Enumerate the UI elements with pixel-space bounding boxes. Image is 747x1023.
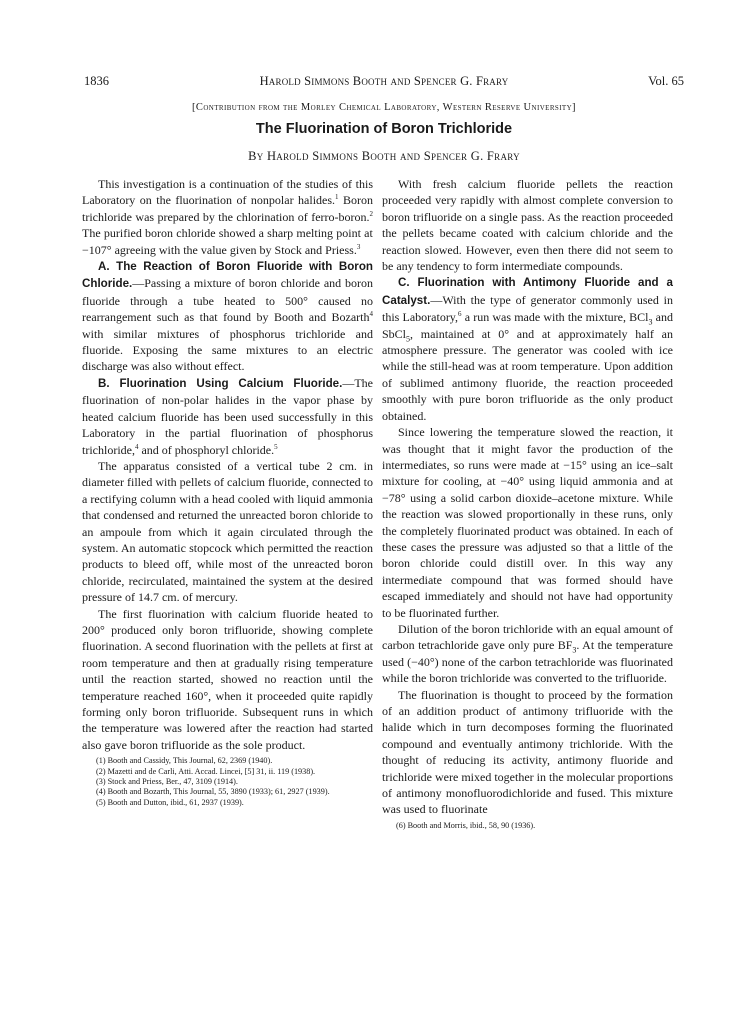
section-a-heading: A. The Reaction of Boron Fluoride with Boron Chloride.	[82, 260, 373, 291]
running-title: Harold Simmons Booth and Spencer G. Frary	[259, 74, 509, 88]
footnote-3: (3) Stock and Priess, Ber., 47, 3109 (1914).	[96, 777, 238, 787]
article-title: The Fluorination of Boron Trichloride	[255, 121, 513, 137]
mechanism-paragraph: The fluorination is thought to proceed by the formation of an addition product of antimony trifluoride with the halide which in turn decomposes forming the fluorinated compound and eventually antimony trichloride. With the thought of reducing its activity, antimony fluoride and trichloride were mixed together in the molecular proportions of antimony monofluorodichloride and fused. This mixture was used to fluorinate	[382, 687, 673, 817]
footnote-5: (5) Booth and Dutton, ibid., 61, 2937 (1939).	[96, 797, 244, 807]
footnotes-left	[82, 756, 373, 808]
volume-label: Vol. 65	[648, 74, 684, 88]
intro-paragraph: This investigation is a continuation of the studies of this Laboratory on the fluorination of nonpolar halides.$^1$ Boron trichloride was prepared by the chlorination of ferro-boron.$^2$ The purified boron chloride showed a sharp melting point at −107° agreeing with the value given by Stock and Priess.$^3$	[82, 177, 374, 257]
footnotes-right	[382, 821, 673, 831]
section-b-paragraph: B. Fluorination Using Calcium Fluoride.—The fluorination of non-polar halides in the vapor phase by heated calcium fluoride has been used successfully in this Laboratory in the partial fluorination of phosphorus trichloride,$^4$ and of phosphoryl chloride.$^5$	[82, 375, 373, 457]
section-b-heading: B. Fluorination Using Calcium Fluoride.	[98, 376, 343, 390]
left-column	[82, 176, 373, 808]
footnote-6: (6) Booth and Morris, ibid., 58, 90 (1936).	[396, 820, 536, 830]
section-c-heading: C. Fluorination with Antimony Fluoride and a Catalyst.	[382, 276, 673, 307]
apparatus-paragraph: The apparatus consisted of a vertical tube 2 cm. in diameter filled with pellets of calcium fluoride, connected to a rectifying column with a head cooled with liquid ammonia that condensed and returned the unreacted boron chloride to an ampoule from which it again circulated through the system. An automatic stopcock which permitted the reaction products to bleed off, while most of the unreacted boron chloride, recirculated, maintained the system at the desired pressure of 14.7 cm. of mercury.	[82, 458, 373, 605]
footnote-1: (1) Booth and Cassidy, This Journal, 62, 2369 (1940).	[96, 756, 273, 766]
footnote-4: (4) Booth and Bozarth, This Journal, 55, 3890 (1933); 61, 2927 (1939).	[96, 787, 330, 797]
running-header	[84, 74, 684, 92]
footnote-2: (2) Mazetti and de Carli, Atti. Accad. Lincei, [5] 31, ii. 119 (1938).	[96, 766, 316, 776]
right-column	[382, 176, 673, 831]
contribution-line: [Contribution from the Morley Chemical Laboratory, Western Reserve University]	[192, 102, 576, 113]
section-a-paragraph: A. The Reaction of Boron Fluoride with Boron Chloride.—Passing a mixture of boron chloride and boron fluoride through a tube heated to 500° caused no rearrangement such as that found by Booth and Bozarth$^4$ with similar mixtures of phosphorus trichloride and fluoride. Exposing the same mixtures to an electric discharge was also without effect.	[82, 260, 373, 374]
section-c-paragraph: C. Fluorination with Antimony Fluoride and a Catalyst.—With the type of generator commonly used in this Laboratory,$^6$ a run was made with the mixture, BCl$_3$ and SbCl$_5$, maintained at 0° and at approximately half an atmosphere pressure. The generator was cooled with ice while the still-head was at room temperature. Upon addition of sublimed antimony fluoride, the reaction proceeded smoothly with pure boron trifluoride as the only product obtained.	[382, 276, 674, 423]
page-number: 1836	[84, 74, 109, 88]
first-fluorination-paragraph: The first fluorination with calcium fluoride heated to 200° produced only boron trifluoride, showing complete fluorination. A second fluorination with the pellets at first at room temperature and then at gradually rising temperature until the reaction started, showed no reaction until the temperature reached 160°, when it proceeded quite rapidly forming only boron trifluoride. Subsequent runs in which the temperature was lowered after the reaction had started also gave boron trifluoride as the sole product.	[82, 606, 373, 752]
lowering-temperature-paragraph: Since lowering the temperature slowed the reaction, it was thought that it might favor the production of the intermediates, so runs were made at −15° using an ice–salt mixture for cooling, at −40° using liquid ammonia and at −78° using a solid carbon dioxide–acetone mixture. While the reaction was slowed proportionally in these runs, only the completely fluorinated product was obtained. In each of these cases the pressure was adjusted so that a little of the boron chloride could distill over. In this way any intermediate compound that was formed should have escaped immediately and should not have had opportunity to be fluorinated further.	[382, 425, 673, 620]
fresh-pellets-paragraph: With fresh calcium fluoride pellets the reaction proceeded very rapidly with almost complete conversion to boron trifluoride on a single pass. As the reaction proceeded the pellets became coated with calcium chloride and the reaction slowed. However, even then there did not seem to be any tendency to form intermediate compounds.	[382, 177, 673, 274]
dilution-paragraph: Dilution of the boron trichloride with an equal amount of carbon tetrachloride gave only pure $BF_3$. At the temperature used (−40°) none of the carbon tetrachloride was fluorinated while the boron trichloride was converted to the trifluoride.	[382, 621, 673, 686]
byline: By Harold Simmons Booth and Spencer G. Frary	[248, 149, 520, 163]
